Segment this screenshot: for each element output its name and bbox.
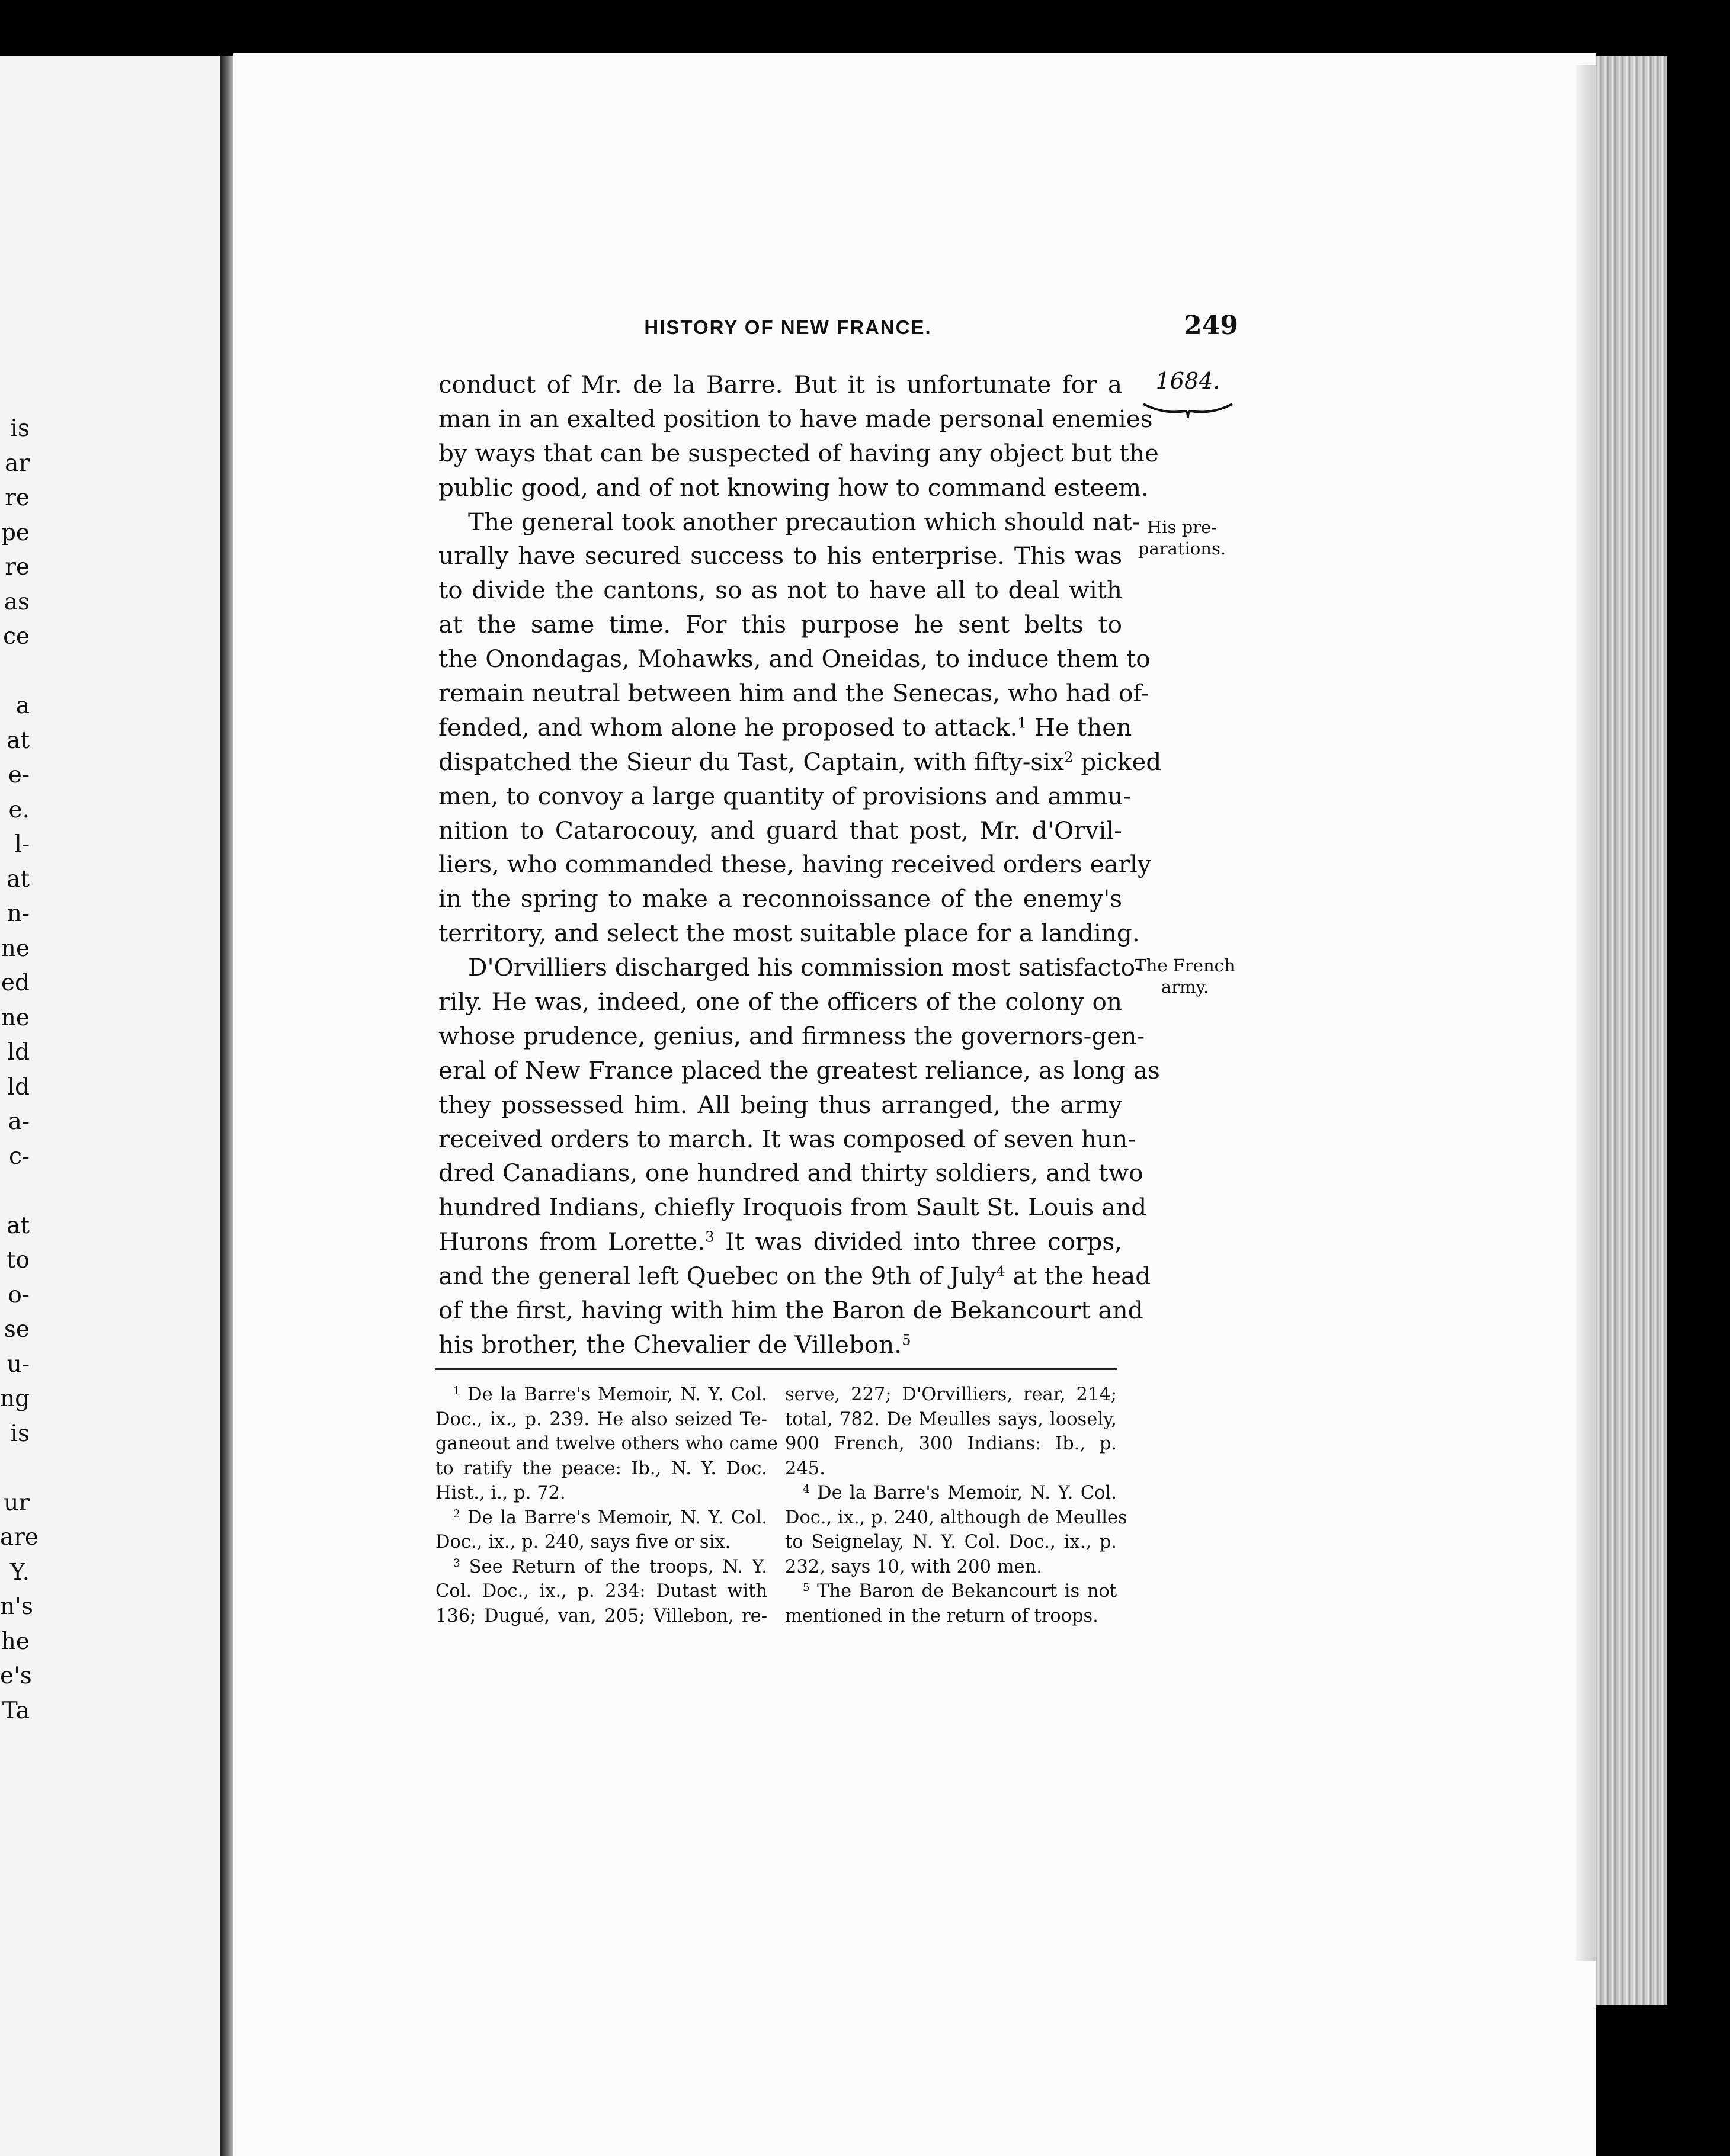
line-text: The general took another precaution which should nat- [468, 507, 1140, 536]
line-text: Doc., ix., p. 240, says five or six. [435, 1532, 731, 1552]
line-text: nition to Catarocouy, and guard that post, Mr. d'Orvil- [438, 816, 1122, 845]
line-text: total, 782. De Meulles says, loosely, [785, 1409, 1117, 1430]
footnote-number: 1 [453, 1384, 460, 1397]
footnote-line [785, 1382, 1117, 1407]
line-text: to divide the cantons, so as not to have all to deal with [438, 576, 1122, 605]
footnote-line [785, 1579, 1117, 1604]
body-line [438, 471, 1149, 505]
footnote-line [435, 1382, 767, 1407]
footnote-line [785, 1604, 1117, 1629]
body-line [438, 1122, 1136, 1157]
facing-page-fragment: is [10, 415, 30, 442]
facing-page-text-edge [0, 412, 39, 1728]
line-text: eral of New France placed the greatest reliance, as long as [438, 1055, 1160, 1085]
footnote-reference: 2 [1063, 748, 1074, 766]
line-text: 245. [785, 1458, 825, 1479]
facing-page-fragment: e. [8, 796, 30, 823]
line-text: public good, and of not knowing how to command esteem. [438, 473, 1149, 502]
facing-page-fragment: ld [7, 1073, 30, 1101]
line-text: 900 French, 300 Indians: Ib., p. [785, 1433, 1117, 1454]
footnote-reference: 4 [996, 1262, 1005, 1280]
facing-page-fragment: n- [7, 900, 30, 927]
facing-page-fragment: e- [8, 762, 30, 788]
body-line [438, 779, 1132, 814]
line-text: De la Barre's Memoir, N. Y. Col. [809, 1483, 1117, 1503]
facing-page-fragment: n's [0, 1593, 33, 1620]
line-text-rest: He then [1026, 713, 1132, 742]
line-text: Doc., ix., p. 240, although de Meulles [785, 1507, 1127, 1528]
line-text: dred Canadians, one hundred and thirty soldiers, and two [438, 1159, 1143, 1188]
body-line [438, 745, 1162, 779]
line-text-rest: It was divided into three corps, [714, 1227, 1122, 1256]
margin-note-line: His pre- [1146, 517, 1218, 537]
footnote-line [435, 1555, 767, 1580]
line-text: Hist., i., p. 72. [435, 1483, 566, 1503]
footnote-line [785, 1407, 1117, 1432]
body-line [438, 1156, 1143, 1191]
facing-page-fragment: at [7, 1212, 30, 1239]
line-text: See Return of the troops, N. Y. [460, 1556, 767, 1577]
facing-page-fragment: is [10, 1420, 30, 1447]
facing-page-fragment: ld [7, 1039, 30, 1066]
line-text: rily. He was, indeed, one of the officers of the colony on [438, 987, 1122, 1016]
facing-page-fragment: re [5, 485, 30, 511]
facing-page-fragment: Ta [2, 1697, 30, 1724]
facing-page-fragment: l- [14, 831, 30, 858]
line-text: by ways that can be suspected of having any object but the [438, 438, 1159, 467]
facing-page-fragment: re [5, 554, 30, 580]
body-line [438, 437, 1159, 471]
body-line [438, 1328, 1122, 1362]
facing-page-fragment [0, 1451, 30, 1486]
line-text: the Onondagas, Mohawks, and Oneidas, to induce them to [438, 644, 1151, 673]
body-line [438, 402, 1153, 437]
footnote-line [435, 1579, 767, 1604]
body-text [438, 368, 1162, 1362]
footnote-reference: 3 [705, 1228, 715, 1246]
body-line [438, 539, 1122, 573]
footnote-line [785, 1555, 1117, 1580]
line-text: 232, says 10, with 200 men. [785, 1556, 1042, 1577]
body-line [438, 1191, 1147, 1225]
line-text: territory, and select the most suitable place for a landing. [438, 919, 1140, 948]
line-text: D'Orvilliers discharged his commission most satisfacto- [468, 953, 1143, 982]
line-text: Col. Doc., ix., p. 234: Dutast with [435, 1581, 767, 1602]
body-line [438, 814, 1122, 848]
body-line [438, 642, 1151, 676]
footnote-line [435, 1456, 767, 1481]
line-text: to ratify the peace: Ib., N. Y. Doc. [435, 1458, 767, 1479]
facing-page-fragment: pe [1, 519, 30, 546]
line-text-rest: picked [1073, 747, 1162, 776]
line-text: they possessed him. All being thus arranged, the army [438, 1090, 1122, 1119]
body-line [438, 1294, 1143, 1328]
facing-page-fragment: a- [8, 1108, 30, 1135]
footnote-line [785, 1481, 1117, 1506]
line-text: men, to convoy a large quantity of provisions and ammu- [438, 781, 1132, 810]
margin-note-french-army [1129, 955, 1241, 997]
body-line [438, 711, 1132, 745]
body-line [438, 1019, 1145, 1054]
running-title: HISTORY OF NEW FRANCE. [644, 316, 932, 338]
page-number: 249 [1184, 310, 1238, 341]
page-stack-edge [1596, 56, 1667, 2005]
footnote-number: 3 [453, 1557, 460, 1570]
facing-page-fragment [0, 1174, 30, 1209]
footnotes-column-right [785, 1382, 1127, 1628]
facing-page-fragment [0, 654, 30, 689]
body-line [438, 985, 1122, 1019]
body-line [438, 882, 1122, 916]
footnote-rule [435, 1368, 1117, 1370]
facing-page-fragment: ne [1, 935, 30, 962]
line-text: ganeout and twelve others who came [435, 1433, 778, 1454]
footnote-number: 4 [803, 1483, 810, 1496]
facing-page-fragment: se [4, 1316, 30, 1343]
line-text: liers, who commanded these, having received orders early [438, 850, 1151, 879]
footnote-reference: 1 [1017, 714, 1027, 732]
line-text-rest: at the head [1005, 1262, 1151, 1291]
footnote-line [435, 1604, 767, 1629]
footnote-line [785, 1530, 1117, 1555]
line-text: to Seignelay, N. Y. Col. Doc., ix., p. [785, 1532, 1117, 1552]
line-text: of the first, having with him the Baron de Bekancourt and [438, 1296, 1143, 1325]
margin-note-line: parations. [1138, 538, 1226, 559]
line-text: in the spring to make a reconnoissance of the enemy's [438, 884, 1122, 913]
body-line [438, 676, 1149, 711]
footnote-number: 5 [803, 1581, 810, 1594]
footnote-line [435, 1432, 778, 1456]
facing-page-fragment: u- [7, 1350, 30, 1378]
facing-page-fragment: he [1, 1628, 30, 1655]
line-text: urally have secured success to his enterprise. This was [438, 541, 1122, 570]
body-line [438, 951, 1143, 985]
body-line [438, 1259, 1151, 1294]
body-line [438, 505, 1140, 540]
margin-note-line: The French [1135, 955, 1235, 976]
line-text: mentioned in the return of troops. [785, 1605, 1098, 1626]
line-text: fended, and whom alone he proposed to attack. [438, 713, 1018, 742]
facing-page-fragment: ar [5, 450, 30, 477]
body-line [438, 1225, 1122, 1259]
brace-ornament [1140, 398, 1235, 422]
line-text: 136; Dugué, van, 205; Villebon, re- [435, 1605, 767, 1626]
line-text: serve, 227; D'Orvilliers, rear, 214; [785, 1384, 1117, 1405]
facing-page-fragment: are [0, 1524, 39, 1551]
footnote-reference: 5 [902, 1331, 911, 1349]
line-text: whose prudence, genius, and firmness the governors-gen- [438, 1021, 1145, 1050]
line-text: and the general left Quebec on the 9th of July [438, 1262, 997, 1291]
line-text: remain neutral between him and the Senecas, who had of- [438, 679, 1149, 708]
footnote-line [435, 1506, 767, 1531]
margin-note-line: army. [1161, 977, 1209, 997]
facing-page-fragment: c- [8, 1143, 30, 1170]
facing-page-fragment: at [7, 727, 30, 754]
facing-page-fragment: ne [1, 1004, 30, 1031]
footnote-line [435, 1407, 767, 1432]
book-gutter [220, 56, 233, 2156]
facing-page-fragment: ur [4, 1489, 30, 1516]
line-text: received orders to march. It was composed of seven hun- [438, 1124, 1136, 1153]
line-text: Doc., ix., p. 239. He also seized Te- [435, 1409, 767, 1430]
line-text: dispatched the Sieur du Tast, Captain, with fifty-six [438, 747, 1064, 776]
facing-page-fragment: to [6, 1247, 30, 1273]
footnote-line [785, 1506, 1127, 1531]
page-curl [1576, 65, 1596, 1961]
facing-page-fragment: ce [3, 623, 30, 650]
footnote-line [435, 1481, 767, 1506]
facing-page-fragment: a [15, 692, 30, 719]
body-line [438, 368, 1122, 402]
body-line [438, 1054, 1160, 1088]
body-line [438, 848, 1151, 882]
body-line [438, 608, 1122, 642]
body-line [438, 916, 1140, 951]
line-text: man in an exalted position to have made personal enemies [438, 404, 1153, 433]
facing-page-fragment: ed [1, 970, 30, 996]
margin-year: 1684. [1155, 368, 1220, 394]
facing-page-fragment: Y. [9, 1558, 30, 1586]
margin-note-preparations [1132, 516, 1232, 559]
facing-page-fragment: o- [8, 1281, 30, 1308]
line-text: De la Barre's Memoir, N. Y. Col. [460, 1507, 767, 1528]
facing-page-fragment: e's [0, 1663, 32, 1689]
line-text: at the same time. For this purpose he sent belts to [438, 610, 1122, 639]
footnote-line [785, 1456, 1117, 1481]
line-text: hundred Indians, chiefly Iroquois from Sault St. Louis and [438, 1193, 1147, 1222]
facing-page-fragment: as [4, 588, 30, 615]
footnotes-column-left [435, 1382, 778, 1628]
facing-page-fragment: at [7, 865, 30, 893]
facing-page-fragment: ng [0, 1385, 30, 1412]
facing-page [0, 56, 220, 2156]
line-text: conduct of Mr. de la Barre. But it is unfortunate for a [438, 370, 1122, 399]
footnote-line [785, 1432, 1117, 1456]
line-text: Hurons from Lorette. [438, 1227, 706, 1256]
footnote-line [435, 1530, 767, 1555]
footnote-number: 2 [453, 1507, 460, 1520]
line-text: The Baron de Bekancourt is not [809, 1581, 1117, 1602]
body-line [438, 1088, 1122, 1122]
line-text: his brother, the Chevalier de Villebon. [438, 1330, 902, 1359]
line-text: De la Barre's Memoir, N. Y. Col. [460, 1384, 767, 1405]
body-line [438, 573, 1122, 608]
